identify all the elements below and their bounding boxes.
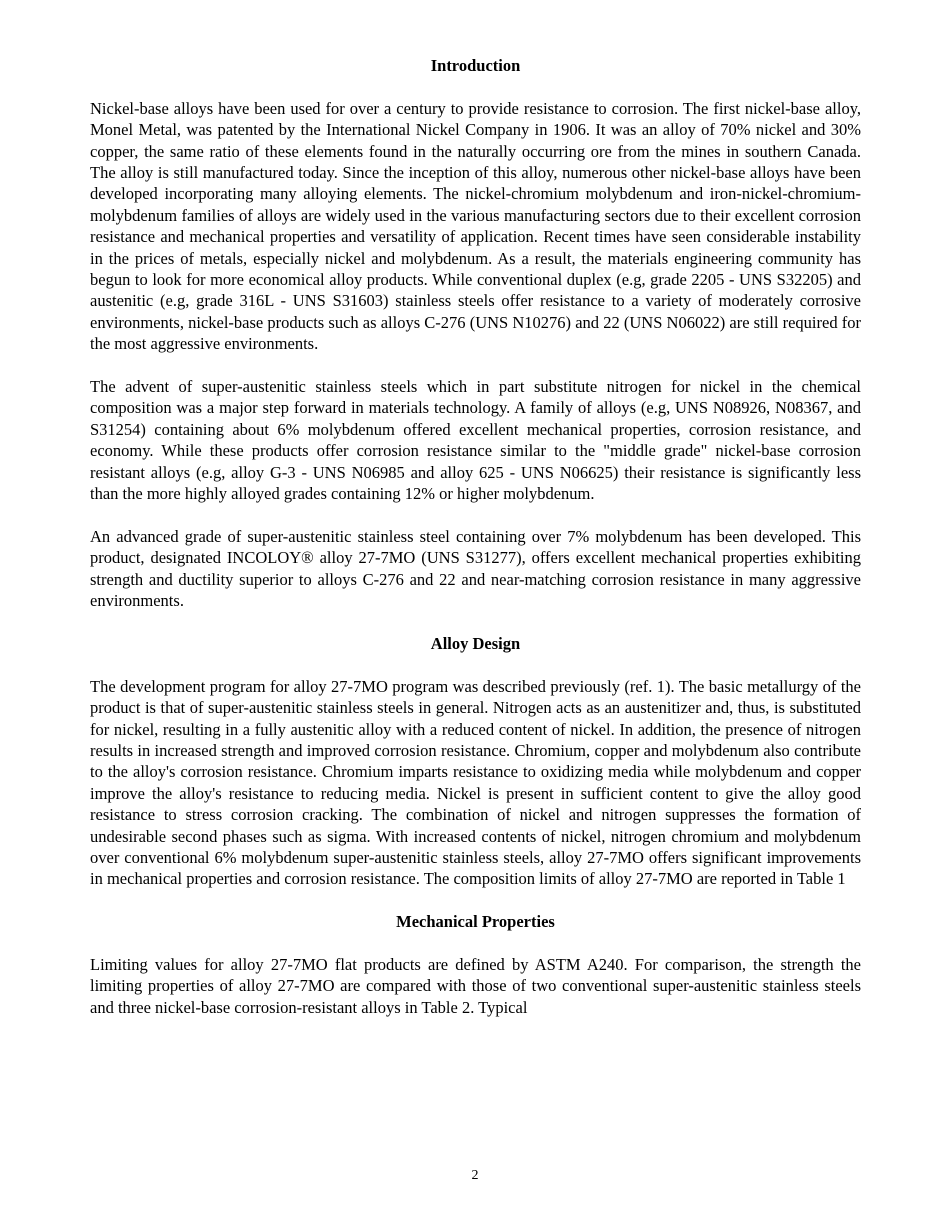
paragraph: An advanced grade of super-austenitic stainless steel containing over 7% molybdenum has been developed. This product, designated INCOLOY® alloy 27-7MO (UNS S31277), offers excellent mechanical properties exhibiting strength and ductility superior to alloys C-276 and 22 and near-matching corrosion resistance in many aggressive environments. [90,526,861,611]
paragraph: Limiting values for alloy 27-7MO flat products are defined by ASTM A240. For comparison, the strength the limiting properties of alloy 27-7MO are compared with those of two conventional super-austenitic stainless steels and three nickel-base corrosion-resistant alloys in Table 2. Typical [90,954,861,1017]
page-number: 2 [471,1168,479,1183]
paragraph: The advent of super-austenitic stainless steels which in part substitute nitrogen for nickel in the chemical composition was a major step forward in materials technology. A family of alloys (e.g, UNS N08926, N08367, and S31254) containing about 6% molybdenum offered excellent mechanical properties, corrosion resistance, and economy. While these products offer corrosion resistance similar to the "middle grade" nickel-base corrosion resistant alloys (e.g, alloy G-3 - UNS N06985 and alloy 625 - UNS N06625) their resistance is significantly less than the more highly alloyed grades containing 12% or higher molybdenum. [90,377,861,504]
document-page [90,55,861,1018]
paragraph: Nickel-base alloys have been used for over a century to provide resistance to corrosion. The first nickel-base alloy, Monel Metal, was patented by the International Nickel Company in 1906. It was an alloy of 70% nickel and 30% copper, the same ratio of these elements found in the naturally occurring ore from the mines in southern Canada. The alloy is still manufactured today. Since the inception of this alloy, numerous other nickel-base alloys have been developed incorporating many alloying elements. The nickel-chromium molybdenum and iron-nickel-chromium-molybdenum families of alloys are widely used in the various manufacturing sectors due to their excellent corrosion resistance and mechanical properties and versatility of application. Recent times have seen considerable instability in the prices of metals, especially nickel and molybdenum. As a result, the materials engineering community has begun to look for more economical alloy products. While conventional duplex (e.g, grade 2205 - UNS S32205) and austenitic (e.g, grade 316L - UNS S31603) stainless steels offer resistance to a variety of moderately corrosive environments, nickel-base products such as alloys C-276 (UNS N10276) and 22 (UNS N06022) are still required for the most aggressive environments. [90,98,861,354]
section-heading-mechanical-properties: Mechanical Properties [396,912,555,932]
paragraph: The development program for alloy 27-7MO program was described previously (ref. 1). The basic metallurgy of the product is that of super-austenitic stainless steels in general. Nitrogen acts as an austenitizer and, thus, is substituted for nickel, resulting in a fully austenitic alloy with a reduced content of nickel. In addition, the presence of nitrogen results in increased strength and improved corrosion resistance. Chromium, copper and molybdenum also contribute to the alloy's corrosion resistance. Chromium imparts resistance to oxidizing media while molybdenum and copper improve the alloy's resistance to reducing media. Nickel is present in sufficient content to give the alloy good resistance to stress corrosion cracking. The combination of nickel and nitrogen suppresses the formation of undesirable second phases such as sigma. With increased contents of nickel, nitrogen chromium and molybdenum over conventional 6% molybdenum super-austenitic stainless steels, alloy 27-7MO offers significant improvements in mechanical properties and corrosion resistance. The composition limits of alloy 27-7MO are reported in Table 1 [90,676,861,889]
section-heading-alloy-design: Alloy Design [430,633,521,653]
section-heading-introduction: Introduction [430,56,521,75]
